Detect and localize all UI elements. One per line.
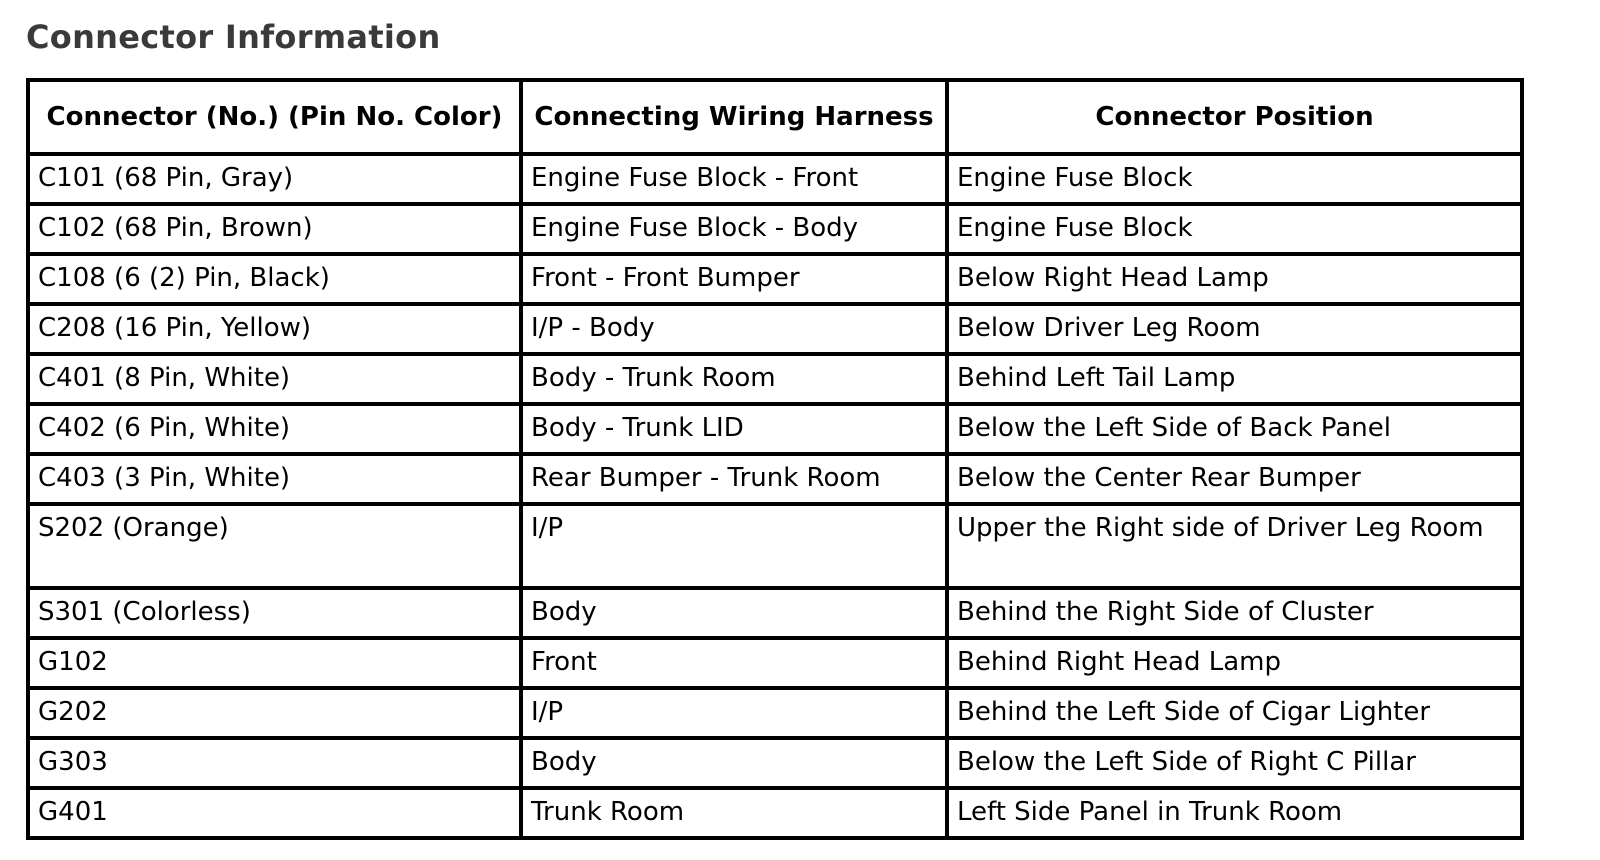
cell-wiring-harness: Engine Fuse Block - Front	[521, 154, 947, 204]
cell-wiring-harness: Front	[521, 638, 947, 688]
cell-wiring-harness: Body - Trunk Room	[521, 354, 947, 404]
column-header-connector: Connector (No.) (Pin No. Color)	[28, 80, 521, 154]
table-row	[28, 588, 1522, 638]
cell-connector-position: Left Side Panel in Trunk Room	[947, 788, 1522, 838]
cell-wiring-harness: I/P	[521, 504, 947, 588]
cell-connector: C102 (68 Pin, Brown)	[28, 204, 521, 254]
cell-connector: C401 (8 Pin, White)	[28, 354, 521, 404]
cell-wiring-harness: Body - Trunk LID	[521, 404, 947, 454]
cell-connector: G303	[28, 738, 521, 788]
column-header-wiring-harness: Connecting Wiring Harness	[521, 80, 947, 154]
cell-wiring-harness: Trunk Room	[521, 788, 947, 838]
cell-wiring-harness: Body	[521, 588, 947, 638]
cell-connector: C108 (6 (2) Pin, Black)	[28, 254, 521, 304]
cell-connector: C208 (16 Pin, Yellow)	[28, 304, 521, 354]
table-row	[28, 304, 1522, 354]
cell-connector: G401	[28, 788, 521, 838]
cell-connector-position: Below the Center Rear Bumper	[947, 454, 1522, 504]
cell-connector-position: Engine Fuse Block	[947, 204, 1522, 254]
cell-connector-position: Below Right Head Lamp	[947, 254, 1522, 304]
table-row	[28, 454, 1522, 504]
cell-connector-position: Behind Left Tail Lamp	[947, 354, 1522, 404]
cell-wiring-harness: Front - Front Bumper	[521, 254, 947, 304]
table-row	[28, 254, 1522, 304]
cell-connector: C402 (6 Pin, White)	[28, 404, 521, 454]
cell-connector: C403 (3 Pin, White)	[28, 454, 521, 504]
table-row	[28, 788, 1522, 838]
column-header-connector-position: Connector Position	[947, 80, 1522, 154]
cell-connector: G102	[28, 638, 521, 688]
cell-connector-position: Below the Left Side of Right C Pillar	[947, 738, 1522, 788]
page-title: Connector Information	[26, 18, 441, 56]
table-row	[28, 154, 1522, 204]
cell-wiring-harness: Body	[521, 738, 947, 788]
cell-connector-position: Behind the Right Side of Cluster	[947, 588, 1522, 638]
cell-connector-position: Upper the Right side of Driver Leg Room	[947, 504, 1522, 588]
table-row	[28, 204, 1522, 254]
table-row	[28, 404, 1522, 454]
cell-connector-position: Engine Fuse Block	[947, 154, 1522, 204]
cell-wiring-harness: Engine Fuse Block - Body	[521, 204, 947, 254]
cell-connector-position: Behind Right Head Lamp	[947, 638, 1522, 688]
connector-table	[26, 78, 1524, 840]
cell-wiring-harness: I/P	[521, 688, 947, 738]
table-row	[28, 638, 1522, 688]
table-row	[28, 688, 1522, 738]
cell-connector-position: Below the Left Side of Back Panel	[947, 404, 1522, 454]
table-row	[28, 738, 1522, 788]
cell-connector: S301 (Colorless)	[28, 588, 521, 638]
cell-connector-position: Behind the Left Side of Cigar Lighter	[947, 688, 1522, 738]
cell-wiring-harness: I/P - Body	[521, 304, 947, 354]
cell-connector-position: Below Driver Leg Room	[947, 304, 1522, 354]
cell-connector: C101 (68 Pin, Gray)	[28, 154, 521, 204]
table-row	[28, 354, 1522, 404]
cell-wiring-harness: Rear Bumper - Trunk Room	[521, 454, 947, 504]
cell-connector: G202	[28, 688, 521, 738]
table-header-row	[28, 80, 1522, 154]
cell-connector: S202 (Orange)	[28, 504, 521, 588]
table-row	[28, 504, 1522, 588]
